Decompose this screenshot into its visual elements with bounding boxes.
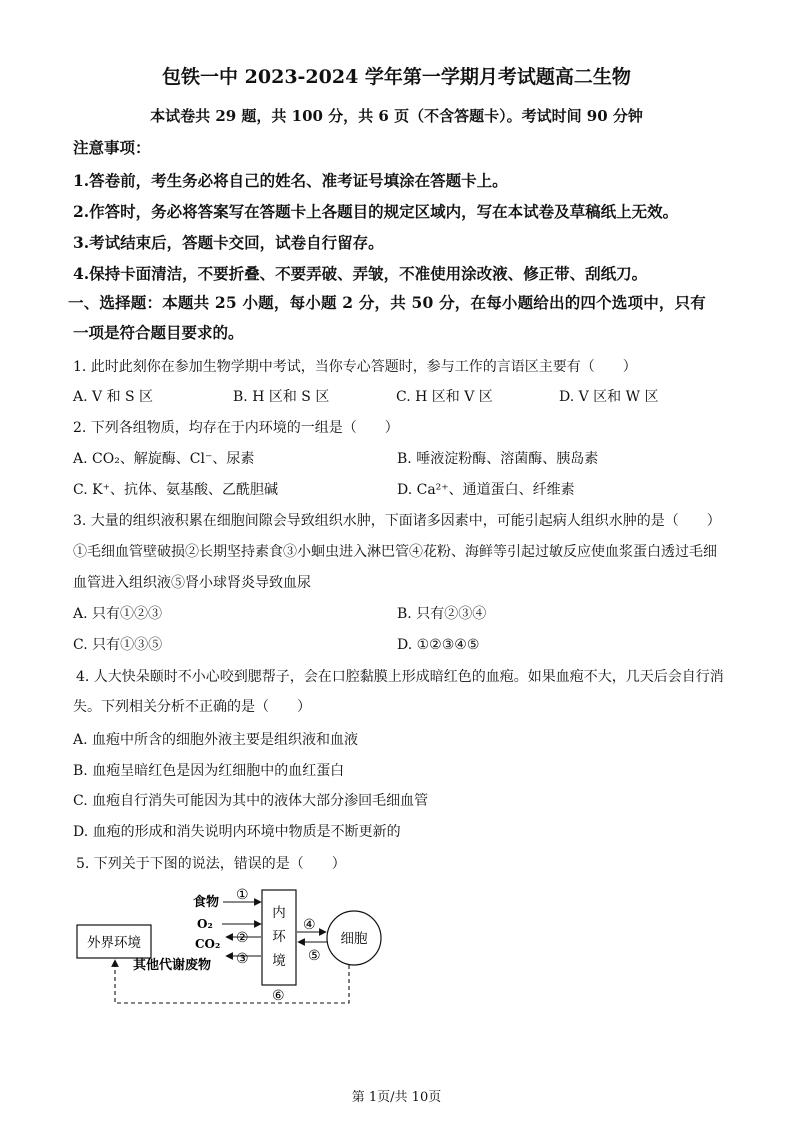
exam-subtitle: 本试卷共 29 题，共 100 分，共 6 页（不含答题卡）。考试时间 90 分钟 — [150, 107, 643, 125]
notice-item: 2.作答时，务必将答案写在答题卡上各题目的规定区域内，写在本试卷及草稿纸上无效。 — [73, 202, 679, 221]
notice-item: 4.保持卡面清洁，不要折叠、不要弄破、弄皱，不准使用涂改液、修正带、刮纸刀。 — [73, 264, 648, 283]
notice-heading: 注意事项： — [73, 138, 151, 157]
marker-3: ③ — [236, 951, 249, 967]
question-3-stem: 3. 大量的组织液积累在细胞间隙会导致组织水肿，下面诸多因素中，可能引起病人组织水肿的是（ ） — [73, 513, 721, 529]
o2-label: O₂ — [197, 917, 213, 931]
question-4-option-a: A. 血疱中所含的细胞外液主要是组织液和血液 — [73, 732, 359, 748]
inner-environment-char: 内 — [272, 905, 286, 921]
marker-2: ② — [236, 930, 249, 946]
outer-environment-label: 外界环境 — [87, 935, 141, 951]
section-heading-line: 一、选择题：本题共 25 小题，每小题 2 分，共 50 分，在每小题给出的四个选项中，只有 — [68, 293, 707, 312]
question-3-option-d: D. ①②③④⑤ — [397, 637, 480, 653]
co2-label: CO₂ — [195, 937, 221, 951]
cell-label: 细胞 — [340, 931, 368, 947]
marker-4: ④ — [303, 917, 316, 933]
question-3-option-a: A. 只有①②③ — [73, 606, 163, 622]
question-4-stem: 失。下列相关分析不正确的是（ ） — [73, 699, 311, 715]
marker-1: ① — [236, 887, 249, 903]
environment-diagram — [0, 875, 420, 1015]
question-1-option-c: C. H 区和 V 区 — [396, 389, 493, 405]
exam-title: 包铁一中 2023-2024 学年第一学期月考试题高二生物 — [162, 66, 631, 88]
question-3-option-b: B. 只有②③④ — [397, 606, 487, 622]
question-4-option-d: D. 血疱的形成和消失说明内环境中物质是不断更新的 — [73, 824, 401, 840]
page-footer: 第 1页/共 10页 — [351, 1090, 442, 1105]
question-2-option-d: D. Ca²⁺、通道蛋白、纤维素 — [397, 482, 575, 498]
question-1-option-b: B. H 区和 S 区 — [233, 389, 330, 405]
inner-environment-char: 境 — [272, 953, 286, 969]
question-4-option-c: C. 血疱自行消失可能因为其中的液体大部分渗回毛细血管 — [73, 793, 429, 809]
question-1-stem: 1. 此时此刻你在参加生物学期中考试，当你专心答题时，参与工作的言语区主要有（ ） — [73, 359, 637, 375]
question-1-option-d: D. V 区和 W 区 — [559, 389, 659, 405]
notice-item: 1.答卷前，考生务必将自己的姓名、准考证号填涂在答题卡上。 — [73, 171, 508, 190]
question-2-option-c: C. K⁺、抗体、氨基酸、乙酰胆碱 — [73, 482, 278, 498]
question-4-stem: 4. 人大快朵颐时不小心咬到腮帮子，会在口腔黏膜上形成暗红色的血疱。如果血疱不大，几天后会自行消 — [76, 669, 724, 685]
food-label: 食物 — [193, 895, 220, 910]
inner-environment-char: 环 — [272, 929, 286, 945]
question-3-stem: 血管进入组织液⑤肾小球肾炎导致血尿 — [73, 575, 311, 591]
notice-item: 3.考试结束后，答题卡交回，试卷自行留存。 — [73, 233, 384, 252]
question-3-stem: ①毛细血管壁破损②长期坚持素食③小蛔虫进入淋巴管④花粉、海鲜等引起过敏反应使血浆蛋白透过毛细 — [73, 544, 717, 560]
question-2-option-b: B. 唾液淀粉酶、溶菌酶、胰岛素 — [397, 451, 599, 467]
question-4-option-b: B. 血疱呈暗红色是因为红细胞中的血红蛋白 — [73, 763, 345, 779]
question-3-option-c: C. 只有①③⑤ — [73, 637, 163, 653]
question-2-option-a: A. CO₂、解旋酶、Cl⁻、尿素 — [73, 451, 255, 467]
marker-5: ⑤ — [308, 948, 321, 964]
question-5-stem: 5. 下列关于下图的说法，错误的是（ ） — [76, 856, 346, 872]
waste-label: 其他代谢废物 — [133, 958, 212, 973]
question-2-stem: 2. 下列各组物质，均存在于内环境的一组是（ ） — [73, 420, 399, 436]
section-heading-line: 一项是符合题目要求的。 — [73, 323, 244, 342]
marker-6: ⑥ — [272, 988, 285, 1004]
question-1-option-a: A. V 和 S 区 — [73, 389, 154, 405]
